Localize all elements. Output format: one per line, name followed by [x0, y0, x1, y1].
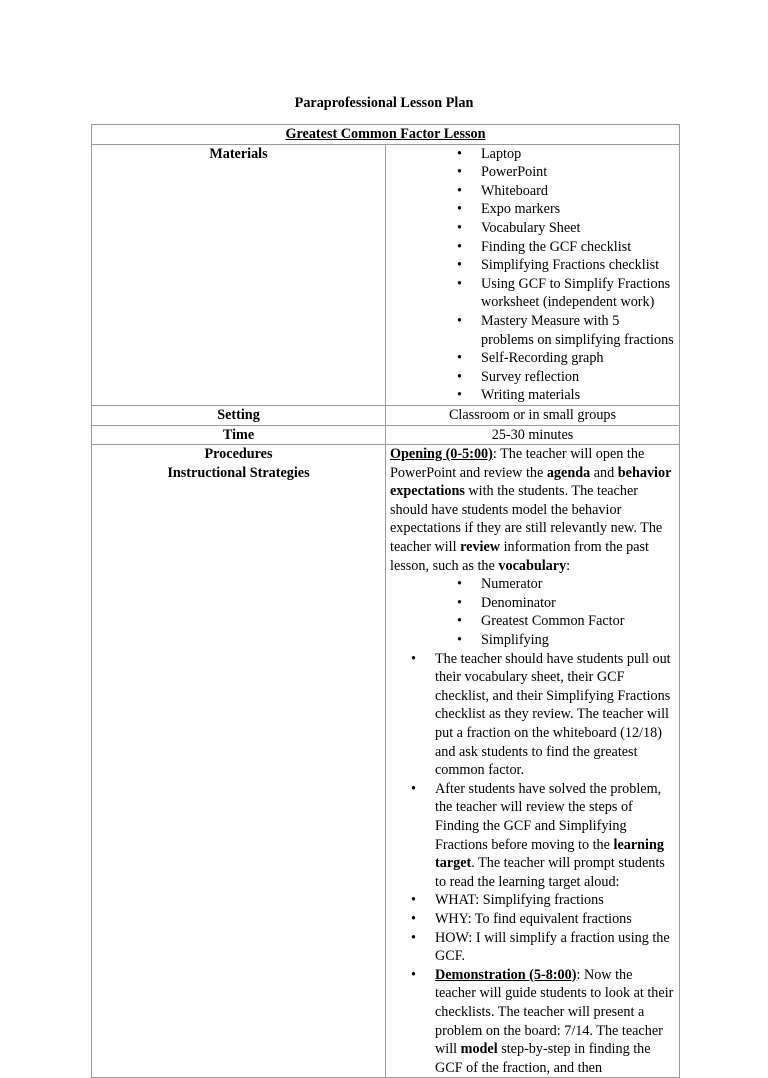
- setting-row: [92, 405, 680, 425]
- procedure-steps-list: [390, 650, 675, 1078]
- opening-bold-review: review: [460, 539, 501, 556]
- materials-list: [390, 145, 675, 405]
- list-item: • Simplifying Fractions checklist: [481, 256, 675, 275]
- list-item: • Survey reflection: [481, 368, 675, 387]
- list-item: • PowerPoint: [481, 163, 675, 182]
- step-what: • WHAT: Simplifying fractions: [435, 891, 675, 910]
- list-item: • Simplifying: [481, 631, 675, 650]
- list-item: • Finding the GCF checklist: [481, 238, 675, 257]
- step-learning-target-text-2: . The teacher will prompt students to read the learning target aloud:: [435, 855, 665, 890]
- lesson-title-row: [92, 125, 680, 145]
- list-item: • Greatest Common Factor: [481, 612, 675, 631]
- materials-row: [92, 144, 680, 405]
- list-item: • Whiteboard: [481, 182, 675, 201]
- procedures-label-line1: Procedures: [204, 446, 273, 463]
- time-label: Time: [92, 425, 386, 445]
- time-value: 25-30 minutes: [386, 425, 680, 445]
- opening-text-4: information from the past lesson, such as the: [390, 539, 649, 574]
- materials-label: Materials: [92, 144, 386, 405]
- list-item: • Mastery Measure with 5 problems on simplifying fractions: [481, 312, 675, 349]
- page-title: Paraprofessional Lesson Plan: [294, 95, 474, 111]
- step-how: • HOW: I will simplify a fraction using the GCF.: [435, 929, 675, 966]
- demonstration-text-2: step-by-step in finding the GCF of the fraction, and then: [435, 1041, 651, 1076]
- demonstration-bold-model: model: [460, 1041, 498, 1058]
- opening-heading: Opening (0-5:00): [390, 446, 493, 463]
- lesson-plan-table: [91, 124, 680, 1078]
- list-item: • Numerator: [481, 575, 675, 594]
- list-item: • Vocabulary Sheet: [481, 219, 675, 238]
- opening-text-3: with the students. The teacher should have students model the behavior expectations if they are still relevantly new. The teacher will: [390, 483, 663, 556]
- step-demonstration: [435, 966, 675, 1078]
- procedures-label-line2: Instructional Strategies: [167, 464, 310, 481]
- opening-bold-behavior: behavior expectations: [390, 464, 672, 500]
- opening-text-5: :: [566, 557, 571, 574]
- materials-cell: [386, 144, 680, 405]
- lesson-title: Greatest Common Factor Lesson: [285, 126, 486, 142]
- opening-paragraph: [390, 445, 675, 575]
- procedures-label: [92, 445, 386, 1078]
- list-item: • Self-Recording graph: [481, 349, 675, 368]
- list-item: • Writing materials: [481, 386, 675, 405]
- procedures-cell: [386, 445, 680, 1078]
- demonstration-text-1: : Now the teacher will guide students to look at their checklists. The teacher will present a problem on the board: 7/14. The teacher will: [435, 966, 674, 1058]
- setting-value: Classroom or in small groups: [386, 405, 680, 425]
- vocabulary-list: [390, 575, 675, 649]
- opening-bold-vocabulary: vocabulary: [498, 557, 567, 574]
- step-why: • WHY: To find equivalent fractions: [435, 910, 675, 929]
- setting-label: Setting: [92, 405, 386, 425]
- opening-bold-agenda: agenda: [546, 464, 591, 481]
- demonstration-heading: Demonstration (5-8:00): [435, 966, 577, 983]
- list-item: • Expo markers: [481, 200, 675, 219]
- step-learning-target-bold: learning target: [435, 836, 664, 872]
- time-row: [92, 425, 680, 445]
- lesson-title-cell: [92, 125, 680, 145]
- list-item: • Laptop: [481, 145, 675, 164]
- opening-text-2: and: [590, 464, 618, 481]
- procedures-row: [92, 445, 680, 1078]
- step-learning-target: [435, 780, 675, 892]
- opening-text-1: : The teacher will open the PowerPoint and review the: [390, 446, 645, 481]
- step-review-materials: • The teacher should have students pull out their vocabulary sheet, their GCF checklist, and their Simplifying Fractions checklist as they review. The teacher will put a fraction on the whiteboard (12/18) and ask students to find the greatest common factor.: [435, 650, 675, 780]
- list-item: • Using GCF to Simplify Fractions worksheet (independent work): [481, 275, 675, 312]
- step-learning-target-text-1: After students have solved the problem, the teacher will review the steps of Finding the GCF and Simplifying Fractions before moving to the: [435, 780, 662, 853]
- list-item: • Denominator: [481, 594, 675, 613]
